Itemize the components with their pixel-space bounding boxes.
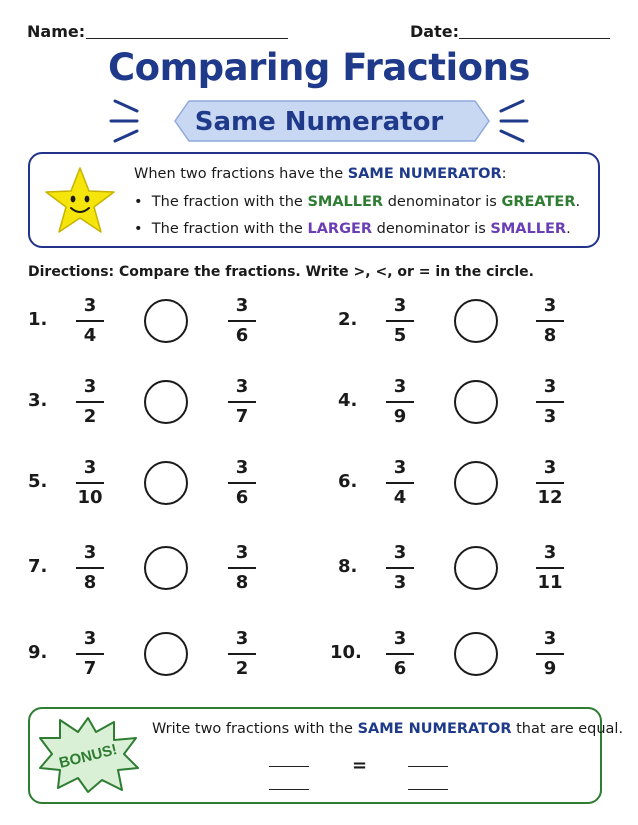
right-fraction: 3 9 (530, 627, 570, 681)
left-fraction: 3 3 (380, 541, 420, 595)
problem-number: 7. (28, 556, 48, 577)
answer-circle[interactable] (454, 299, 498, 343)
bonus-equals-sign: = (352, 755, 368, 776)
left-fraction: 3 4 (380, 456, 420, 510)
directions-text: Directions: Compare the fractions. Write >, <, or = in the circle. (28, 264, 534, 280)
date-field[interactable] (459, 38, 610, 39)
date-label: Date: (410, 22, 459, 41)
right-fraction: 3 3 (530, 375, 570, 429)
right-fraction: 3 8 (222, 541, 262, 595)
answer-circle[interactable] (454, 461, 498, 505)
answer-circle[interactable] (144, 461, 188, 505)
bonus-left-denominator-blank[interactable] (269, 789, 309, 790)
burst-lines-left-icon (111, 101, 137, 141)
answer-circle[interactable] (144, 299, 188, 343)
page-title: Comparing Fractions (108, 46, 530, 89)
left-fraction: 3 7 (70, 627, 110, 681)
problem-number: 4. (338, 390, 358, 411)
burst-lines-right-icon (501, 101, 527, 141)
answer-circle[interactable] (144, 546, 188, 590)
bonus-instructions: Write two fractions with the SAME NUMERATOR that are equal. (152, 721, 624, 737)
problem-number: 6. (338, 471, 358, 492)
answer-circle[interactable] (454, 380, 498, 424)
rule-intro: When two fractions have the SAME NUMERATOR: (134, 166, 507, 182)
problem-number: 1. (28, 309, 48, 330)
answer-circle[interactable] (144, 632, 188, 676)
left-fraction: 3 5 (380, 294, 420, 348)
bonus-left-numerator-blank[interactable] (269, 766, 309, 767)
right-fraction: 3 2 (222, 627, 262, 681)
left-fraction: 3 8 (70, 541, 110, 595)
left-fraction: 3 4 (70, 294, 110, 348)
right-fraction: 3 6 (222, 456, 262, 510)
right-fraction: 3 7 (222, 375, 262, 429)
problem-number: 10. (330, 642, 362, 663)
left-fraction: 3 6 (380, 627, 420, 681)
problem-number: 9. (28, 642, 48, 663)
rule-line-1: • The fraction with the SMALLER denominator is GREATER. (134, 194, 581, 210)
problem-number: 2. (338, 309, 358, 330)
bonus-burst-icon (36, 716, 140, 794)
name-label: Name: (27, 22, 86, 41)
problem-number: 3. (28, 390, 48, 411)
rule-line-2: • The fraction with the LARGER denominator is SMALLER. (134, 221, 571, 237)
bonus-right-numerator-blank[interactable] (408, 766, 448, 767)
problem-number: 8. (338, 556, 358, 577)
right-fraction: 3 11 (537, 542, 563, 593)
left-fraction: 3 2 (70, 375, 110, 429)
name-field[interactable] (86, 38, 288, 39)
bonus-badge-text: BONUS! (57, 741, 119, 772)
left-fraction: 3 9 (380, 375, 420, 429)
smiling-star-icon (42, 165, 118, 237)
bonus-right-denominator-blank[interactable] (408, 789, 448, 790)
answer-circle[interactable] (454, 632, 498, 676)
answer-circle[interactable] (454, 546, 498, 590)
left-fraction: 3 10 (77, 457, 103, 508)
problem-number: 5. (28, 471, 48, 492)
right-fraction: 3 8 (530, 294, 570, 348)
right-fraction: 3 6 (222, 294, 262, 348)
page-subtitle: Same Numerator (194, 107, 444, 137)
right-fraction: 3 12 (537, 457, 563, 508)
answer-circle[interactable] (144, 380, 188, 424)
